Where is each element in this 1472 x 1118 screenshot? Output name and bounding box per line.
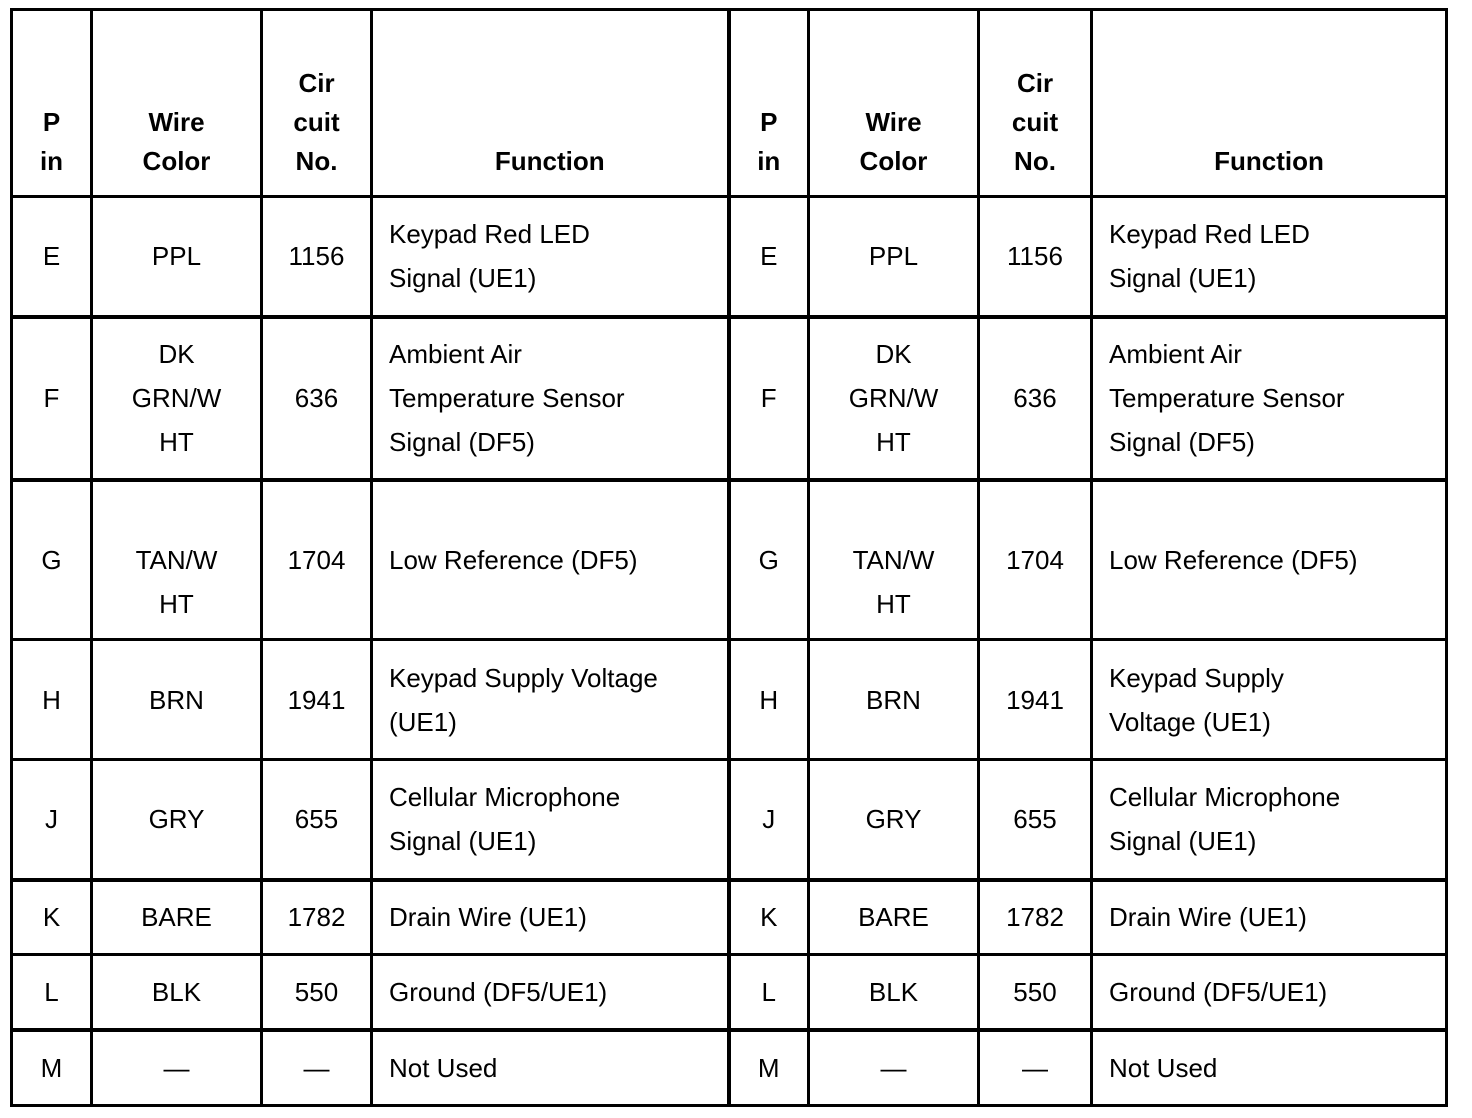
function-cell: Low Reference (DF5) (372, 480, 729, 640)
header-function: Function (372, 10, 729, 197)
circuit-cell: 1156 (262, 197, 372, 317)
circuit-cell: 1704 (262, 480, 372, 640)
circuit-cell: 1782 (979, 880, 1092, 955)
pin-cell: G (729, 480, 809, 640)
function-cell: Drain Wire (UE1) (372, 880, 729, 955)
header-wire-color: Wire Color (92, 10, 262, 197)
function-cell: Cellular Microphone Signal (UE1) (372, 760, 729, 880)
pin-cell: M (12, 1030, 92, 1106)
function-cell: Low Reference (DF5) (1092, 480, 1447, 640)
table-row (12, 640, 1447, 760)
table-row (12, 955, 1447, 1030)
function-cell: Drain Wire (UE1) (1092, 880, 1447, 955)
table-row (12, 880, 1447, 955)
header-circuit-no: Cir cuit No. (262, 10, 372, 197)
circuit-cell: 1941 (979, 640, 1092, 760)
pin-cell: J (12, 760, 92, 880)
function-cell: Ground (DF5/UE1) (1092, 955, 1447, 1030)
circuit-cell: — (979, 1030, 1092, 1106)
pin-cell: E (12, 197, 92, 317)
pin-cell: H (729, 640, 809, 760)
wire-color-cell: TAN/W HT (809, 480, 979, 640)
header-wire-color: Wire Color (809, 10, 979, 197)
function-cell: Keypad Supply Voltage (UE1) (1092, 640, 1447, 760)
wire-color-cell: BRN (92, 640, 262, 760)
header-function: Function (1092, 10, 1447, 197)
pin-cell: E (729, 197, 809, 317)
pin-cell: F (12, 317, 92, 480)
table-row (12, 480, 1447, 640)
pin-cell: J (729, 760, 809, 880)
pin-cell: H (12, 640, 92, 760)
table-row (12, 1030, 1447, 1106)
function-cell: Not Used (1092, 1030, 1447, 1106)
circuit-cell: 655 (262, 760, 372, 880)
wire-color-cell: BLK (809, 955, 979, 1030)
function-cell: Ambient Air Temperature Sensor Signal (DF5) (1092, 317, 1447, 480)
pin-cell: L (12, 955, 92, 1030)
wire-color-cell: PPL (809, 197, 979, 317)
function-cell: Cellular Microphone Signal (UE1) (1092, 760, 1447, 880)
function-cell: Ambient Air Temperature Sensor Signal (DF5) (372, 317, 729, 480)
wire-color-cell: TAN/W HT (92, 480, 262, 640)
header-pin: P in (12, 10, 92, 197)
connector-pinout-table (10, 8, 1448, 1107)
circuit-cell: 1156 (979, 197, 1092, 317)
wire-color-cell: BLK (92, 955, 262, 1030)
circuit-cell: 1704 (979, 480, 1092, 640)
circuit-cell: — (262, 1030, 372, 1106)
function-cell: Keypad Red LED Signal (UE1) (372, 197, 729, 317)
function-cell: Ground (DF5/UE1) (372, 955, 729, 1030)
wire-color-cell: BARE (92, 880, 262, 955)
circuit-cell: 1782 (262, 880, 372, 955)
wire-color-cell: GRY (92, 760, 262, 880)
circuit-cell: 636 (262, 317, 372, 480)
function-cell: Keypad Supply Voltage (UE1) (372, 640, 729, 760)
wire-color-cell: DK GRN/W HT (809, 317, 979, 480)
wire-color-cell: DK GRN/W HT (92, 317, 262, 480)
circuit-cell: 550 (262, 955, 372, 1030)
header-pin: P in (729, 10, 809, 197)
header-row (12, 10, 1447, 197)
wire-color-cell: PPL (92, 197, 262, 317)
pin-cell: M (729, 1030, 809, 1106)
table-row (12, 760, 1447, 880)
pin-cell: K (729, 880, 809, 955)
circuit-cell: 1941 (262, 640, 372, 760)
pin-cell: K (12, 880, 92, 955)
circuit-cell: 550 (979, 955, 1092, 1030)
wire-color-cell: BRN (809, 640, 979, 760)
wire-color-cell: — (92, 1030, 262, 1106)
header-circuit-no: Cir cuit No. (979, 10, 1092, 197)
pin-cell: L (729, 955, 809, 1030)
wire-color-cell: GRY (809, 760, 979, 880)
pin-cell: F (729, 317, 809, 480)
table-row (12, 317, 1447, 480)
function-cell: Not Used (372, 1030, 729, 1106)
circuit-cell: 655 (979, 760, 1092, 880)
pin-cell: G (12, 480, 92, 640)
wire-color-cell: — (809, 1030, 979, 1106)
function-cell: Keypad Red LED Signal (UE1) (1092, 197, 1447, 317)
circuit-cell: 636 (979, 317, 1092, 480)
table-row (12, 197, 1447, 317)
wire-color-cell: BARE (809, 880, 979, 955)
